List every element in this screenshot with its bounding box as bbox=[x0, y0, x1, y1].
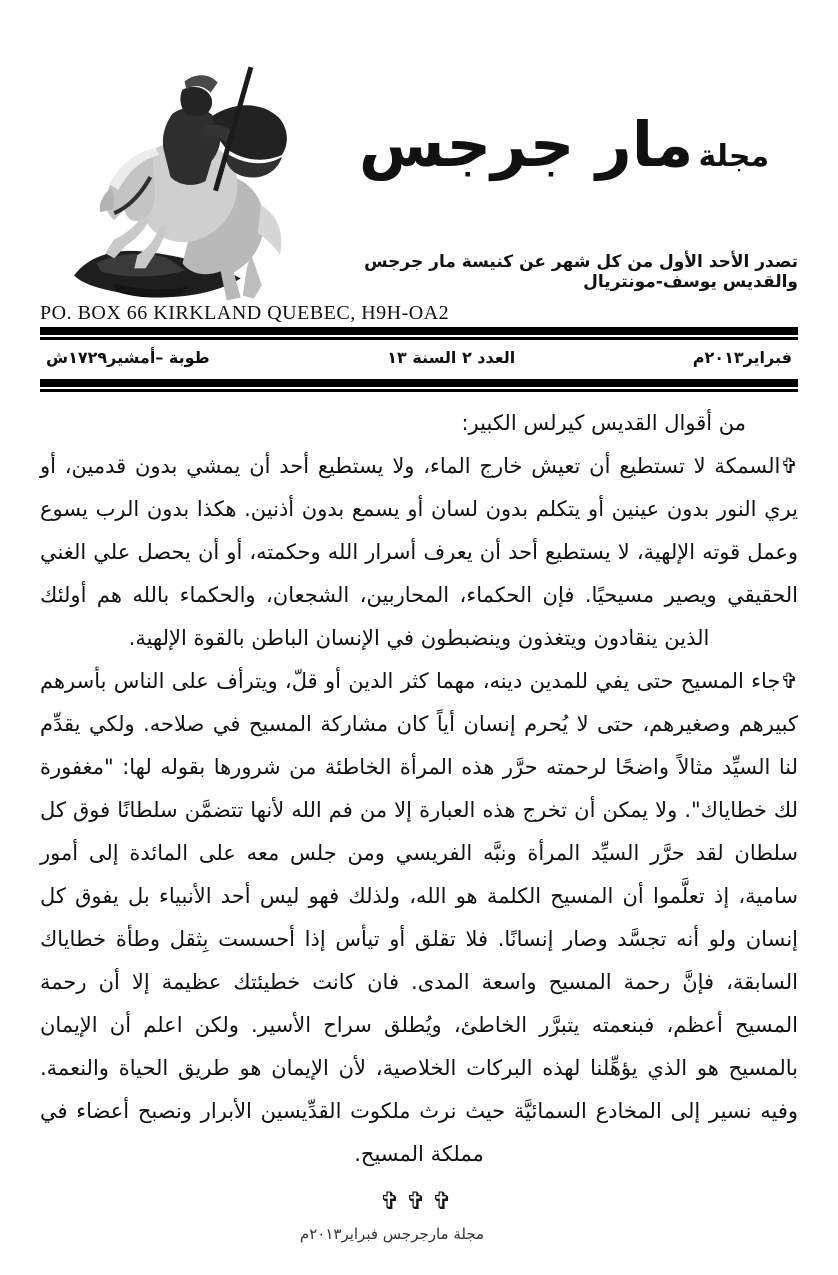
end-crosses: ✞✞✞ bbox=[379, 1187, 459, 1215]
article-heading: من أقوال القديس كيرلس الكبير: bbox=[461, 411, 746, 435]
article-paragraph-1: ✞السمكة لا تستطيع أن تعيش خارج الماء، ولا يستطيع أحد أن يمشي بدون قدمين، أو يري النور بدون عينين أو يتكلم بدون لسان أو يسمع بدون أذنين. هكذا بدون الرب يسوع وعمل قوته الإلهية، لا يستطيع أحد أن يعرف أسرار الله وحكمته، أو أن يحصل علي الغني الحقيقي ويصير مسيحيًا. فإن الحكماء، المحاربين، الشجعان، والحكماء بالله هم أولئك الذين ينقادون ويتغذون وينضبطون في الإنسان الباطن بالقوة الإلهية. bbox=[40, 454, 798, 650]
top-divider-rule bbox=[40, 327, 798, 340]
issue-info-bar bbox=[40, 340, 798, 377]
masthead bbox=[40, 56, 798, 308]
issue-number: العدد ٢ السنة ١٣ bbox=[387, 348, 516, 367]
magazine-title-main: مار جرجس bbox=[358, 108, 694, 181]
gregorian-date: فبراير٢٠١٣م bbox=[692, 348, 792, 367]
st-george-dragon-image bbox=[54, 56, 300, 308]
article-body bbox=[40, 402, 798, 1223]
coptic-date: طوبة –أمشير١٧٢٩ش bbox=[46, 348, 210, 367]
po-box-address: PO. BOX 66 KIRKLAND QUEBEC, H9H-OA2 bbox=[40, 302, 450, 324]
article-paragraph-2: ✞جاء المسيح حتى يفي للمدين دينه، مهما كثر الدين أو قلّ، ويترأف على الناس بأسرهم كبيرهم وصغيرهم، حتى لا يُحرم إنسان أياً كان مشاركة المسيح في صلاحه. ولكي يقدِّم لنا السيِّد مثالاً واضحًا لرحمته حرَّر هذه المرأة الخاطئة من شرورها بقوله لها: "مغفورة لك خطاياك". ولا يمكن أن تخرج هذه العبارة إلا من فم الله لأنها تتضمَّن سلطانًا فوق كل سلطان لقد حرَّر السيِّد المرأة ونبَّه الفريسي ومن جلس معه على المائدة إلى أمور سامية، إذ تعلَّموا أن المسيح الكلمة هو الله، ولذلك فهو ليس أحد الأنبياء بل يفوق كل إنسان ولو أنه تجسَّد وصار إنسانًا. فلا تقلق أو تيأس إذا أحسست بِثقل وطأة خطاياك السابقة، فإنَّ رحمة المسيح واسعة المدى. فان كانت خطيئتك عظيمة إلا أن رحمة المسيح أعظم، فبنعمته يتبرَّر الخاطئ، ويُطلق سراح الأسير. ولكن اعلم أن الإيمان بالمسيح هو الذي يؤهِّلنا لهذه البركات الخلاصية، لأن الإيمان هو طريق الحياة والنعمة. وفيه نسير إلى المخادع السمائيَّة حيث نرث ملكوت القدِّيسين الأبرار ونصبح أعضاء في مملكة المسيح. bbox=[40, 669, 798, 1166]
bottom-divider-rule bbox=[40, 379, 798, 392]
page-footer: مجلة مارجرجس فبراير٢٠١٣م bbox=[299, 1225, 485, 1243]
magazine-subtitle: تصدر الأحد الأول من كل شهر عن كنيسة مار جرجس والقديس يوسف-مونتريال bbox=[364, 252, 798, 292]
magazine-title-prefix: مجلة bbox=[698, 139, 770, 174]
magazine-title bbox=[340, 108, 788, 181]
